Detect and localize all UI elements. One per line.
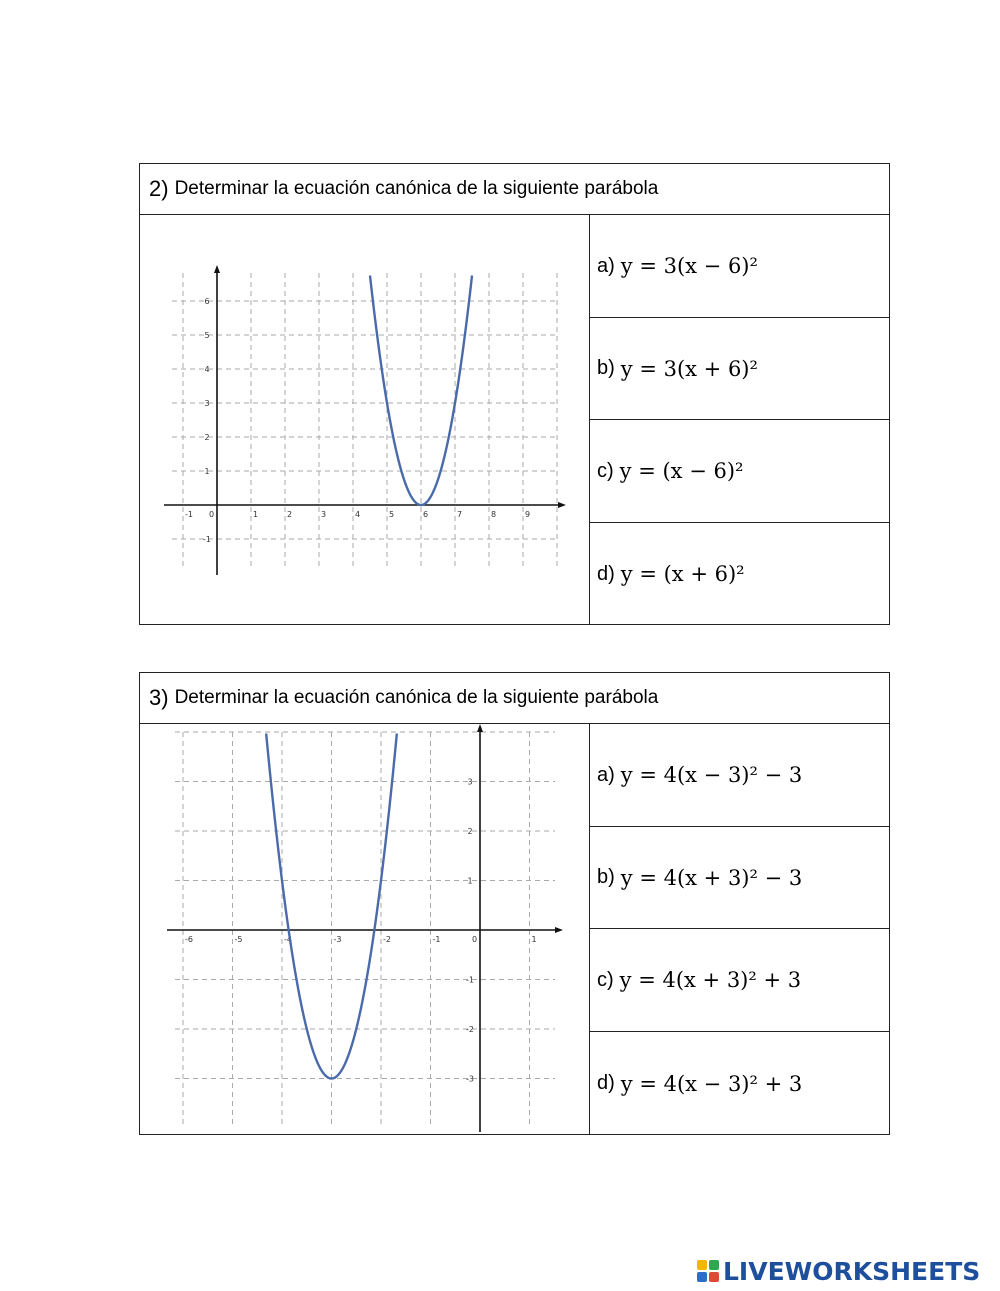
y-tick-label: 2	[467, 827, 473, 836]
x-tick-label: 1	[253, 510, 259, 519]
y-tick-label: 2	[204, 433, 210, 442]
parabola-graph	[140, 724, 589, 1135]
option-label: d)	[597, 1072, 615, 1094]
option-label: b)	[597, 866, 615, 888]
x-tick-label: 4	[355, 510, 361, 519]
problem-2	[139, 163, 890, 625]
x-tick-label: -3	[333, 935, 342, 944]
problem-3	[139, 672, 890, 1135]
option-label: c)	[597, 968, 614, 991]
y-tick-label: 1	[204, 467, 210, 476]
y-axis-arrow	[214, 265, 220, 273]
x-tick-label: -6	[185, 935, 193, 944]
x-tick-label: 7	[457, 510, 463, 519]
liveworksheets-logo	[697, 1256, 980, 1286]
y-tick-label: 4	[204, 365, 210, 374]
logo-square	[697, 1272, 707, 1282]
option-a[interactable]	[590, 724, 889, 827]
y-tick-label: -1	[203, 535, 211, 544]
option-label: d)	[597, 562, 615, 585]
option-d[interactable]	[590, 523, 889, 625]
y-tick-label: -3	[466, 1074, 474, 1084]
y-tick-label: 6	[204, 297, 210, 306]
x-tick-label: 6	[423, 510, 429, 519]
x-tick-label: -2	[383, 935, 391, 944]
logo-square	[709, 1272, 719, 1282]
parabola-graph	[140, 215, 589, 625]
option-equation: y = 3(x − 6)²	[620, 254, 758, 278]
option-c[interactable]	[590, 929, 889, 1032]
option-label: b)	[597, 357, 615, 379]
y-tick-label: -2	[466, 1025, 474, 1034]
option-c[interactable]	[590, 420, 889, 523]
option-label: a)	[597, 254, 615, 277]
option-b[interactable]	[590, 827, 889, 929]
option-equation: y = 4(x + 3)² + 3	[619, 968, 802, 992]
option-b[interactable]	[590, 318, 889, 420]
x-axis-arrow	[558, 502, 566, 508]
logo-icon	[697, 1260, 719, 1282]
option-a[interactable]	[590, 215, 889, 318]
y-axis-arrow	[477, 724, 483, 732]
option-label: c)	[597, 459, 614, 482]
problem-header	[140, 164, 889, 215]
x-tick-label: 9	[525, 510, 531, 519]
problem-header	[140, 673, 889, 724]
x-tick-label: 0	[472, 935, 478, 944]
option-equation: y = 4(x + 3)² − 3	[620, 865, 803, 890]
graph-cell	[140, 215, 590, 624]
graph-cell	[140, 724, 590, 1134]
grid	[175, 732, 555, 1124]
logo-text: LIVEWORKSHEETS	[723, 1256, 981, 1286]
option-equation: y = (x − 6)²	[619, 459, 744, 483]
option-equation: y = 4(x − 3)² + 3	[620, 1071, 803, 1096]
logo-square	[697, 1260, 707, 1270]
x-tick-label: -1	[185, 510, 193, 519]
x-tick-label: 5	[389, 510, 395, 519]
x-tick-label: 8	[491, 510, 497, 519]
problem-number: 3)	[149, 685, 169, 710]
x-tick-label: -4	[284, 935, 292, 944]
options-list	[590, 215, 889, 624]
x-tick-label: -1	[432, 935, 441, 944]
y-tick-label: -1	[466, 975, 474, 985]
x-tick-label: -5	[234, 935, 243, 944]
problem-prompt: Determinar la ecuación canónica de la siguiente parábola	[174, 178, 659, 199]
problem-prompt: Determinar la ecuación canónica de la siguiente parábola	[174, 687, 659, 708]
x-tick-label: 0	[209, 510, 215, 519]
option-d[interactable]	[590, 1032, 889, 1135]
x-axis-arrow	[555, 927, 563, 933]
y-tick-label: 3	[467, 777, 473, 787]
x-tick-label: 2	[287, 510, 293, 519]
y-tick-label: 5	[204, 331, 210, 340]
option-label: a)	[597, 763, 615, 786]
options-list	[590, 724, 889, 1134]
problem-number: 2)	[149, 176, 169, 201]
option-equation: y = 3(x + 6)²	[620, 356, 758, 381]
y-tick-label: 1	[467, 876, 473, 886]
x-tick-label: 1	[531, 935, 537, 944]
option-equation: y = 4(x − 3)² − 3	[620, 763, 803, 787]
logo-square	[709, 1260, 719, 1270]
y-tick-label: 3	[204, 399, 210, 408]
grid	[172, 273, 558, 567]
option-equation: y = (x + 6)²	[620, 562, 745, 586]
x-tick-label: 3	[321, 510, 327, 519]
